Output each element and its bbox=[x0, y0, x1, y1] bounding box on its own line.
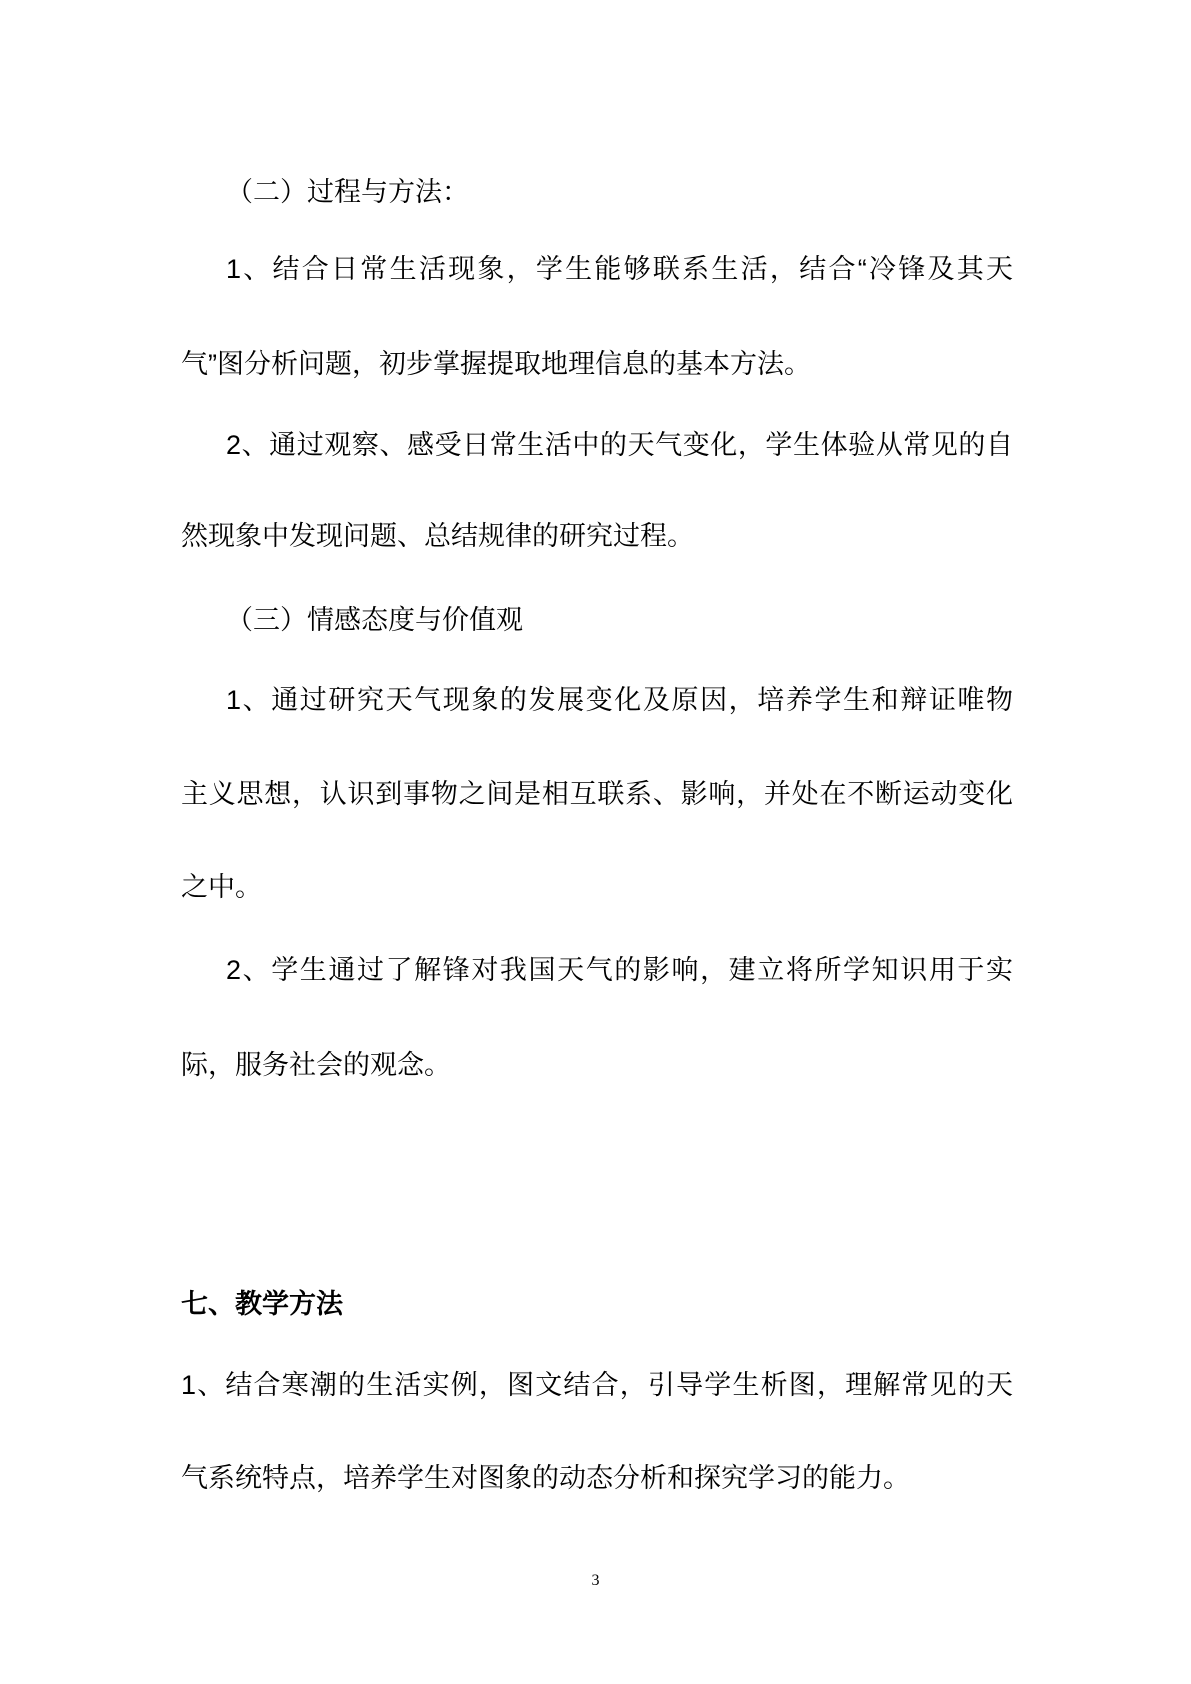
paragraph-line: 际，服务社会的观念。 bbox=[181, 1050, 451, 1080]
paragraph-line: 气系统特点，培养学生对图象的动态分析和探究学习的能力。 bbox=[181, 1463, 910, 1493]
section-heading-emotion-attitude-values: （三）情感态度与价值观 bbox=[226, 605, 523, 635]
paragraph-line: 然现象中发现问题、总结规律的研究过程。 bbox=[181, 521, 694, 551]
paragraph-line: 1、结合日常生活现象，学生能够联系生活，结合“冷锋及其天 bbox=[226, 254, 1013, 284]
paragraph-line: 主义思想，认识到事物之间是相互联系、影响，并处在不断运动变化 bbox=[181, 779, 1013, 809]
paragraph-line: 2、学生通过了解锋对我国天气的影响，建立将所学知识用于实 bbox=[226, 955, 1013, 985]
section-heading-process-and-method: （二）过程与方法： bbox=[226, 177, 469, 207]
paragraph-line: 1、通过研究天气现象的发展变化及原因，培养学生和辩证唯物 bbox=[226, 685, 1013, 715]
paragraph-line: 气”图分析问题，初步掌握提取地理信息的基本方法。 bbox=[181, 349, 811, 379]
paragraph-line: 之中。 bbox=[181, 872, 262, 902]
page-number: 3 bbox=[591, 1572, 600, 1589]
section-heading-teaching-methods: 七、教学方法 bbox=[181, 1289, 343, 1319]
paragraph-line: 1、结合寒潮的生活实例，图文结合，引导学生析图，理解常见的天 bbox=[181, 1370, 1013, 1400]
paragraph-line: 2、通过观察、感受日常生活中的天气变化，学生体验从常见的自 bbox=[226, 430, 1013, 460]
